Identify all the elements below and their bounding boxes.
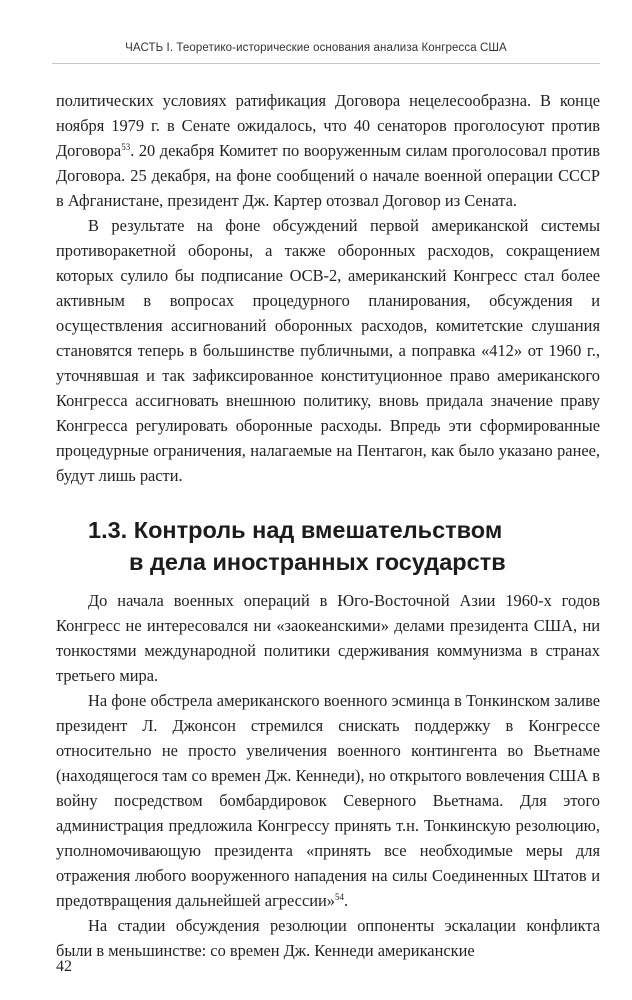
paragraph (56, 688, 600, 913)
paragraph (56, 88, 600, 213)
paragraph: В результате на фоне обсуждений первой американской системы противоракетной обороны, а также оборонных расходов, сокращением которых сулило бы подписание ОСВ-2, американский Конгресс стал более активным в вопросах процедурного планирования, обсуждения и осуществления ассигнований оборонных расходов, комитетские слушания становятся теперь в большинстве публичными, а поправка «412» от 1960 г., уточнявшая и так зафиксированное конституционное право американского Конгресса ассигновать внешнюю политику, вновь придала значение праву Конгресса регулировать оборонные расходы. Впредь эти сформированные процедурные ограничения, налагаемые на Пентагон, как было указано ранее, будут лишь расти. (56, 216, 600, 485)
section-heading-line: 1.3. Контроль над вмешательством (88, 517, 503, 543)
running-header: ЧАСТЬ I. Теоретико-исторические основания анализа Конгресса США (125, 42, 507, 54)
section-heading-line: в дела иностранных государств (129, 549, 506, 575)
paragraph-text: политических условиях ратификация Договора нецелесообразна. В конце ноября 1979 г. в Сенате ожидалось, что 40 сенаторов проголосуют против Договора (56, 91, 600, 160)
page-number: 42 (56, 958, 72, 975)
paragraph-text: . 20 декабря Комитет по вооруженным силам проголосовал против Договора. 25 декабря, на фоне сообщений о начале военной операции СССР в Афганистане, президент Дж. Картер отозвал Договор из Сената. (56, 141, 600, 210)
footnote-ref: 53 (121, 142, 131, 152)
footnote-ref: 54 (334, 892, 344, 902)
paragraph-text: На фоне обстрела американского военного эсминца в Тонкинском заливе президент Л. Джонсон стремился снискать поддержку в Конгрессе относительно не просто увеличения военного контингента во Вьетнаме (находящегося там со времен Дж. Кеннеди), но открытого вовлечения США в войну посредством бомбардировок Северного Вьетнама. Для этого администрация предложила Конгрессу принять т.н. Тонкинскую резолюцию, уполномочивающую президента «принять все необходимые меры для отражения любого вооруженного нападения на силы Соединенных Штатов и предотвращения дальнейшей агрессии» (56, 691, 600, 910)
paragraph: До начала военных операций в Юго-Восточной Азии 1960-х годов Конгресс не интересовался ни «заокеанскими» делами президента США, ни тонкостями международной политики сдерживания коммунизма в странах третьего мира. (56, 591, 600, 685)
section-heading (88, 514, 608, 578)
paragraph-text: . (343, 891, 349, 910)
paragraph: На стадии обсуждения резолюции оппоненты эскалации конфликта были в меньшинстве: со времен Дж. Кеннеди американские (56, 916, 600, 960)
text-block-section-1-3 (56, 588, 600, 963)
header-divider (52, 63, 600, 64)
text-block-intro (56, 88, 600, 488)
